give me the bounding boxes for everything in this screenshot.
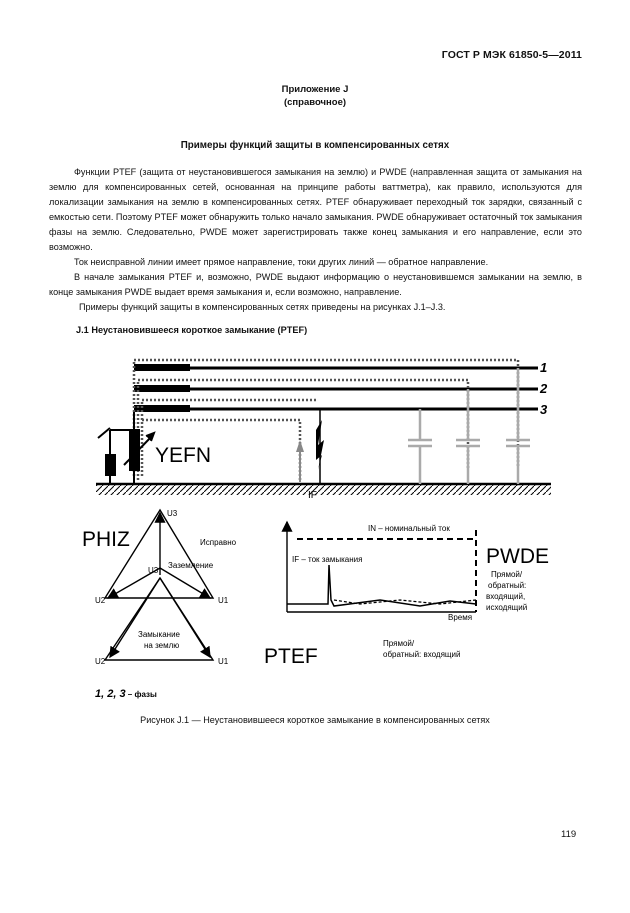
phiz-label: PHIZ [82, 528, 130, 551]
pwde-dir-2: обратный: [488, 581, 527, 590]
u2-label-fault: U2 [95, 657, 106, 666]
up-arrow-head [296, 440, 304, 452]
fault-arrow [316, 409, 324, 484]
line-label-2: 2 [540, 381, 548, 396]
if-label: IF [308, 490, 317, 501]
zamykanie-label-1: Замыкание [138, 630, 180, 639]
doc-code-header: ГОСТ Р МЭК 61850-5—2011 [441, 49, 582, 61]
time-label: Время [448, 613, 473, 622]
line-phase-3 [134, 405, 538, 412]
in-label: IN – номинальный ток [368, 524, 450, 533]
capacitors [408, 368, 530, 484]
pwde-plot [287, 522, 476, 612]
ground [96, 484, 551, 495]
line-label-1: 1 [540, 360, 548, 375]
paragraph: Ток неисправной линии имеет прямое направление, токи других линий — обратное направление. [74, 257, 489, 267]
page-number: 119 [561, 829, 577, 840]
pwde-dir-3: входящий, [486, 592, 526, 601]
transformer [98, 412, 154, 484]
u3-center-label: U3 [148, 566, 159, 575]
zamykanie-label-2: на землю [144, 641, 180, 650]
phases-legend [95, 688, 157, 700]
line-label-3: 3 [540, 402, 548, 417]
ispravno-label: Исправно [200, 538, 237, 547]
zazemlenie-label: Заземление [168, 561, 214, 570]
ptef-dir-1: Прямой/ [383, 639, 415, 648]
annex-title: Приложение J [281, 84, 349, 95]
paragraph: Функции PTEF (защита от неустановившегося замыкания на землю) и PWDE (направленная защита от замыкания на землю для компенсированных сетей, основанная на принципе работы ваттметра), как правило, используются для локализации замыкания на землю в компенсированных сетях. PTEF обнаруживает переходный ток зарядки, связанный с емкостью сети. Поэтому PTEF может обнаружить только начало замыкания. PWDE обнаруживает остаточный ток замыкания фазы на землю. Следовательно, PWDE может зарегистрировать также конец замыкания и его направление, если это возможно. [49, 167, 582, 252]
if-curve-label: IF – ток замыкания [292, 555, 363, 564]
pwde-dir-4: исходящий [486, 603, 528, 612]
u1-label-fault: U1 [218, 657, 229, 666]
ptef-dir-2: обратный: входящий [383, 650, 461, 659]
u3-label: U3 [167, 509, 178, 518]
u1-label: U1 [218, 596, 229, 605]
paragraph: Примеры функций защиты в компенсированных сетях приведены на рисунках J.1–J.3. [79, 302, 446, 312]
phases-num: 1, 2, 3 [95, 688, 126, 700]
line-phase-2 [134, 385, 538, 392]
paragraph: В начале замыкания PTEF и, возможно, PWDE выдают информацию о неустановившемся замыкании на землю, в конце замыкания PWDE выдает время замыкания и, если возможно, направление. [49, 272, 582, 297]
yefn-label: YEFN [155, 444, 212, 467]
phases-word: – фазы [125, 690, 157, 699]
line-phase-1 [134, 364, 538, 371]
u2-label: U2 [95, 596, 106, 605]
figure-caption: Рисунок J.1 — Неустановившееся короткое замыкание в компенсированных сетях [140, 715, 490, 725]
annex-subtitle: (справочное) [283, 97, 347, 108]
section-title: Примеры функций защиты в компенсированных сетях [180, 140, 450, 151]
pwde-label: PWDE [486, 545, 549, 568]
ptef-label: PTEF [264, 645, 318, 668]
pwde-dir-1: Прямой/ [491, 570, 523, 579]
vector-diagram-healthy [105, 510, 213, 598]
subsection-title: J.1 Неустановившееся короткое замыкание (PTEF) [76, 325, 308, 335]
